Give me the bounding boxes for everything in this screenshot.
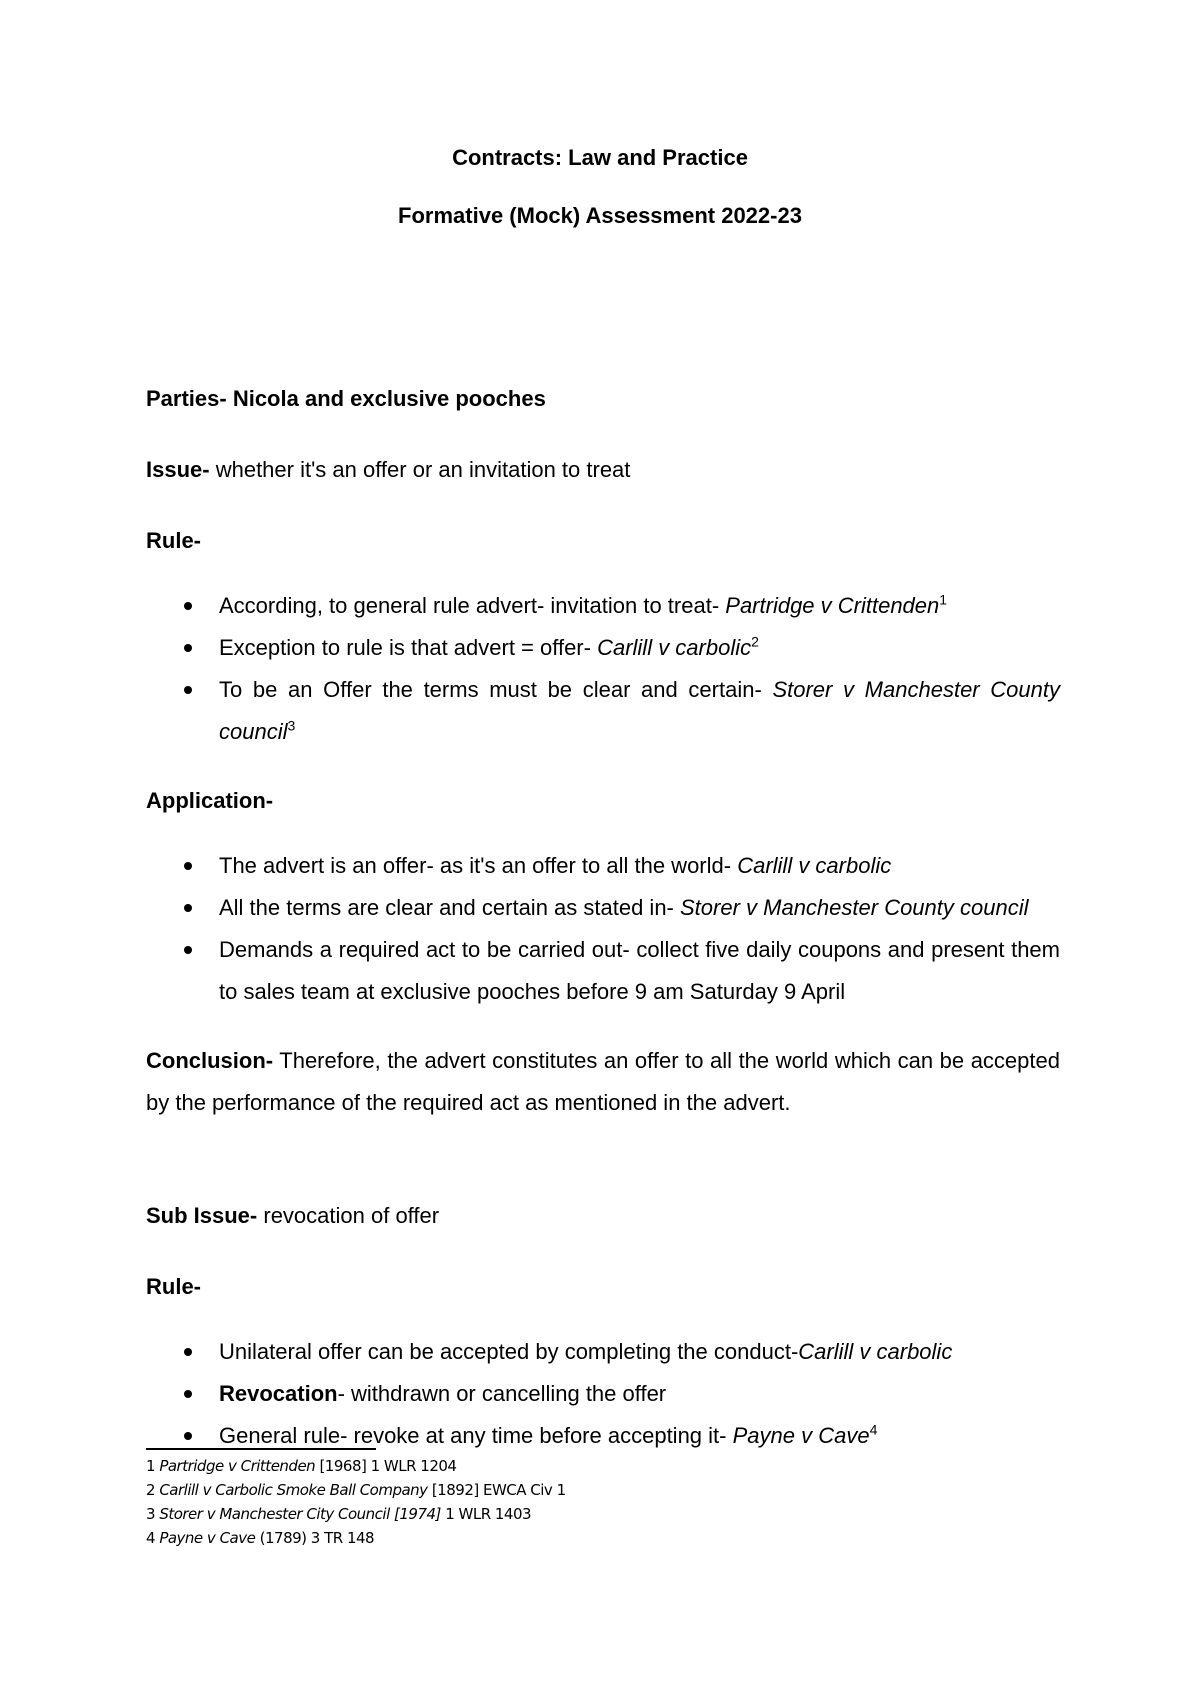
bullet-icon bbox=[184, 1348, 192, 1356]
bullet-icon bbox=[184, 602, 192, 610]
case-name: Carlill v carbolic bbox=[737, 853, 892, 878]
case-name: Storer v Manchester County council bbox=[680, 895, 1029, 920]
footnote: 4 Payne v Cave (1789) 3 TR 148 bbox=[146, 1529, 375, 1547]
sub-issue-paragraph bbox=[146, 1195, 1060, 1237]
bullet-icon bbox=[184, 1390, 192, 1398]
bullet-icon bbox=[184, 644, 192, 652]
conclusion-paragraph bbox=[146, 1040, 1060, 1124]
footnote-ref: 4 bbox=[869, 1421, 878, 1438]
case-name: Storer v Manchester County council bbox=[219, 677, 1060, 744]
issue-label: Issue- bbox=[146, 457, 210, 482]
rule-list bbox=[146, 585, 1060, 753]
sub-issue-label: Sub Issue- bbox=[146, 1203, 258, 1228]
bullet-icon bbox=[184, 686, 192, 694]
sub-issue-text: revocation of offer bbox=[257, 1203, 440, 1228]
footnote-case: Partridge v Crittenden bbox=[159, 1457, 316, 1475]
footnote: 1 Partridge v Crittenden [1968] 1 WLR 1204 bbox=[146, 1457, 457, 1475]
list-item: To be an Offer the terms must be clear and certain- Storer v Manchester County council$^3$ bbox=[146, 669, 1060, 753]
footnote-case: Carlill v Carbolic Smoke Ball Company bbox=[159, 1481, 428, 1499]
conclusion-label: Conclusion- bbox=[146, 1048, 274, 1073]
footnote: 2 Carlill v Carbolic Smoke Ball Company [1892] EWCA Civ 1 bbox=[146, 1481, 566, 1499]
case-name: Payne v Cave bbox=[732, 1423, 870, 1448]
list-item: According, to general rule advert- invitation to treat- Partridge v Crittenden$^1$ bbox=[146, 585, 1060, 627]
list-item: All the terms are clear and certain as stated in- Storer v Manchester County council bbox=[146, 887, 1060, 929]
application-list bbox=[146, 845, 1060, 1013]
rule-heading-2: Rule- bbox=[146, 1274, 201, 1299]
footnote: 3 Storer v Manchester City Council [1974] 1 WLR 1403 bbox=[146, 1505, 532, 1523]
title-block bbox=[0, 144, 1200, 230]
parties-heading: Parties- Nicola and exclusive pooches bbox=[146, 386, 546, 411]
list-item: Exception to rule is that advert = offer- Carlill v carbolic$^2$ bbox=[146, 627, 1060, 669]
footnotes bbox=[146, 1448, 1060, 1550]
bullet-icon bbox=[184, 1432, 192, 1440]
bullet-icon bbox=[184, 904, 192, 912]
revocation-label: Revocation bbox=[219, 1381, 338, 1406]
footnote-ref: 2 bbox=[751, 633, 759, 650]
list-item: Unilateral offer can be accepted by completing the conduct-Carlill v carbolic bbox=[146, 1331, 1060, 1373]
footnote-ref: 1 bbox=[939, 591, 948, 608]
case-name: Carlill v carbolic bbox=[597, 635, 752, 660]
application-heading: Application- bbox=[146, 788, 274, 813]
list-item: The advert is an offer- as it's an offer to all the world- Carlill v carbolic bbox=[146, 845, 1060, 887]
list-item: Revocation- withdrawn or cancelling the offer bbox=[146, 1373, 1060, 1415]
rule-heading: Rule- bbox=[146, 528, 201, 553]
footnote-ref: 3 bbox=[287, 717, 296, 734]
issue-paragraph bbox=[146, 449, 1060, 491]
rule-list-2 bbox=[146, 1331, 1060, 1457]
document-subtitle: Formative (Mock) Assessment 2022-23 bbox=[398, 203, 802, 228]
case-name: Carlill v carbolic bbox=[798, 1339, 953, 1364]
spacer bbox=[146, 1153, 1060, 1195]
case-name: Partridge v Crittenden bbox=[725, 593, 940, 618]
bullet-icon bbox=[184, 946, 192, 954]
list-item: General rule- revoke at any time before accepting it- Payne v Cave$^4$ bbox=[146, 1415, 1060, 1457]
document-title: Contracts: Law and Practice bbox=[452, 145, 748, 170]
footnote-case: Payne v Cave bbox=[159, 1529, 256, 1547]
conclusion-text: Therefore, the advert constitutes an offer to all the world which can be accepted by the performance of the required act as mentioned in the advert. bbox=[146, 1048, 1060, 1115]
issue-text: whether it's an offer or an invitation to treat bbox=[209, 457, 631, 482]
footnote-case: Storer v Manchester City Council [1974] bbox=[159, 1505, 441, 1523]
footnote-separator bbox=[146, 1448, 376, 1450]
document-body bbox=[146, 378, 1060, 1484]
bullet-icon bbox=[184, 862, 192, 870]
list-item: Demands a required act to be carried out- collect five daily coupons and present them to sales team at exclusive pooches before 9 am Saturday 9 April bbox=[146, 929, 1060, 1013]
